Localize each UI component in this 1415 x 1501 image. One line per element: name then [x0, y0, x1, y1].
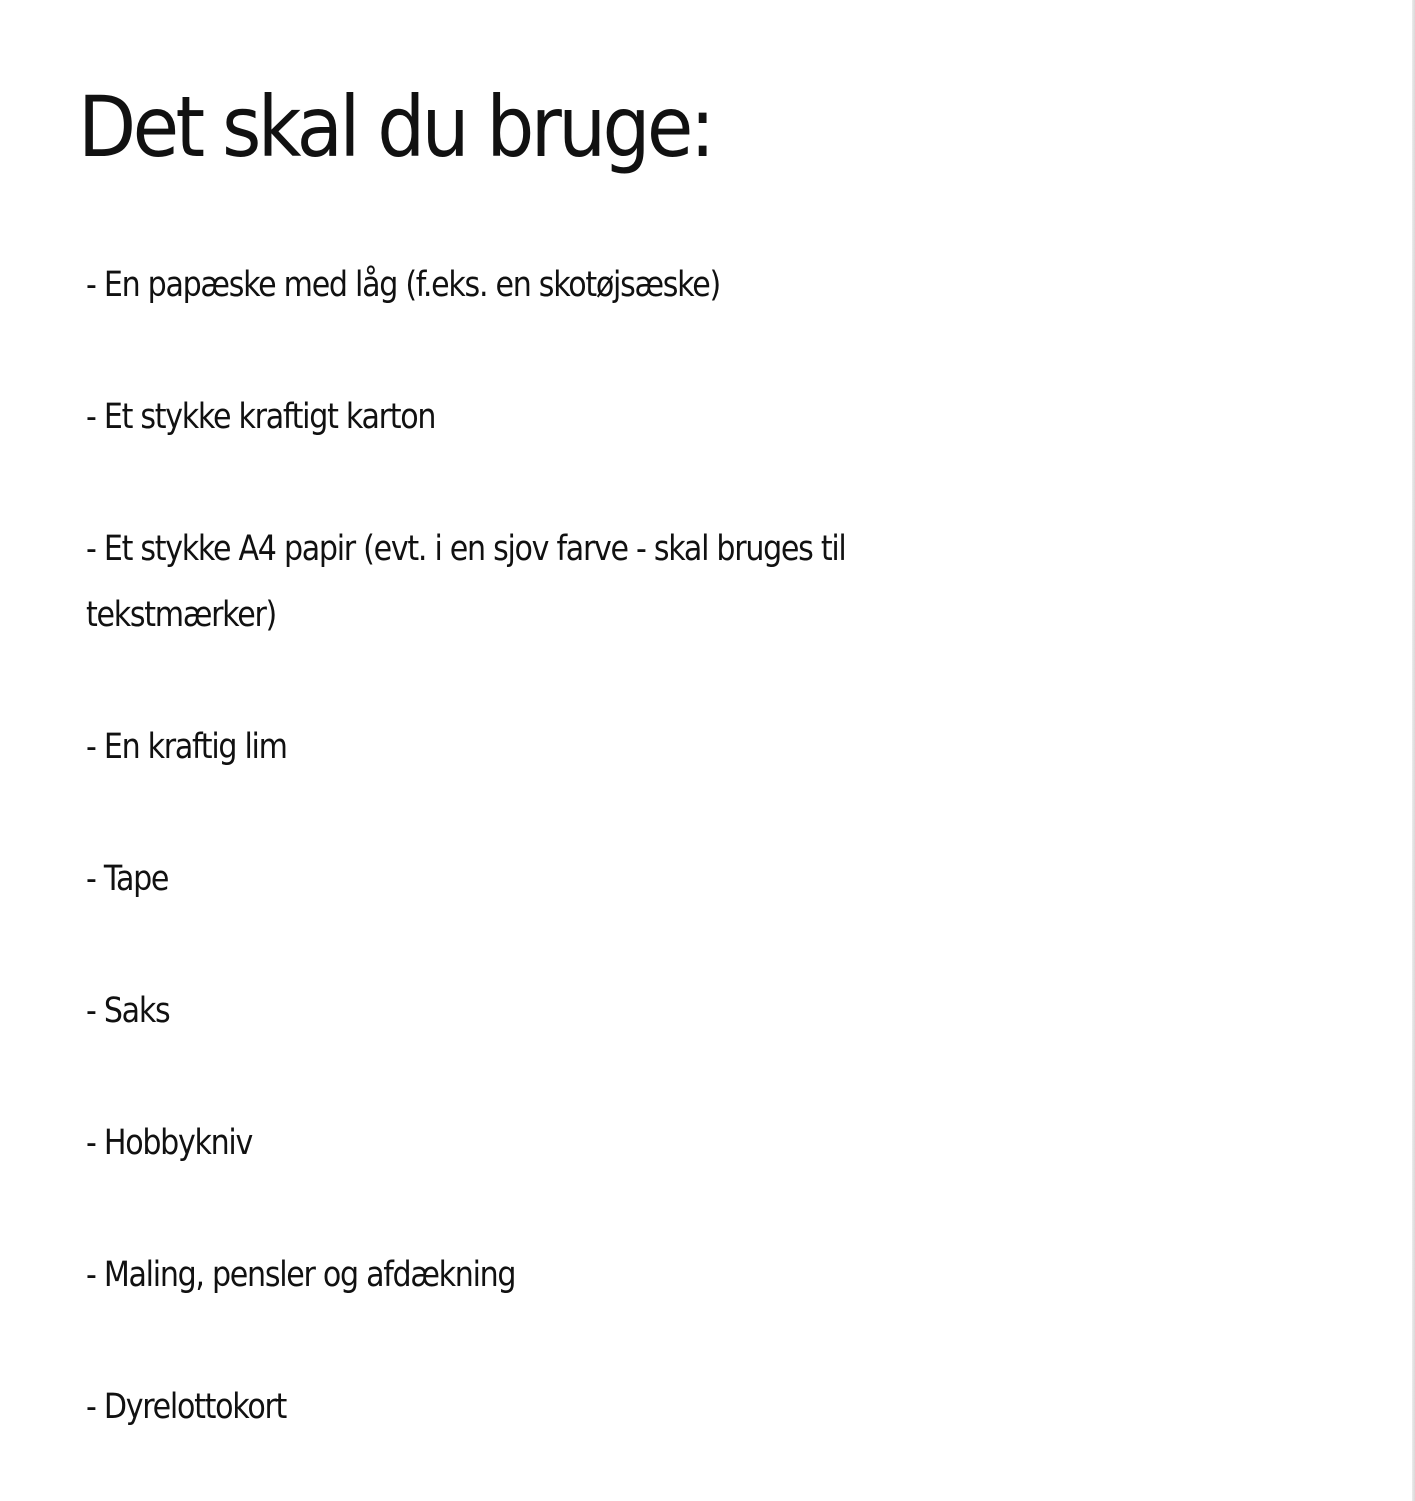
list-item-text: - Maling, pensler og afdækning — [86, 1255, 516, 1295]
list-item — [86, 978, 963, 1044]
list-item — [86, 252, 963, 318]
list-item-text: - Et stykke A4 papir (evt. i en sjov farve - skal bruges til — [86, 529, 846, 569]
list-item-text: - Dyrelottokort — [86, 1387, 287, 1427]
list-item-text: - Et stykke kraftigt karton — [86, 397, 436, 437]
list-item-text: - Saks — [86, 991, 170, 1031]
list-item-text: - En kraftig lim — [86, 727, 287, 767]
list-item — [86, 384, 963, 450]
list-item — [86, 516, 963, 648]
list-item-text: - En papæske med låg (f.eks. en skotøjsæske) — [86, 265, 720, 305]
list-item-text: - Hobbykniv — [86, 1123, 253, 1163]
list-item-text-continued: tekstmærker) — [86, 595, 277, 635]
list-item — [86, 846, 963, 912]
list-item — [86, 1374, 963, 1440]
list-item — [86, 1110, 963, 1176]
list-item — [86, 714, 963, 780]
materials-list — [86, 252, 1106, 1440]
page-title: Det skal du bruge: — [78, 78, 712, 176]
list-item-text: - Tape — [86, 859, 169, 899]
list-item — [86, 1242, 963, 1308]
